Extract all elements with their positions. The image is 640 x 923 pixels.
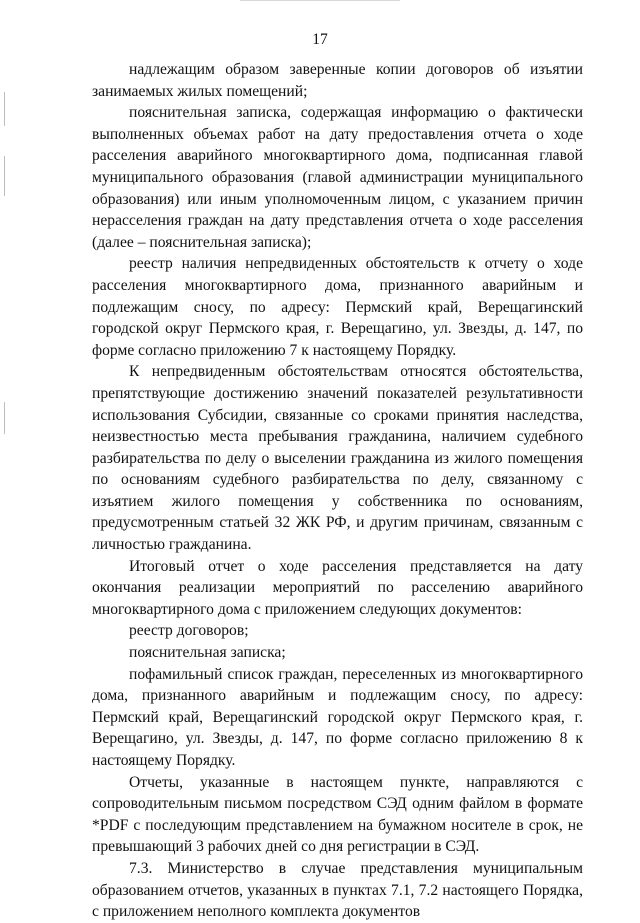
paragraph-final-report: Итоговый отчет о ходе расселения представляется на дату окончания реализации мероприятий по расселению аварийного многоквартирного дома с приложением следующих документов: xyxy=(92,557,583,618)
page-number: 17 xyxy=(312,31,328,48)
document-body xyxy=(92,59,583,923)
paragraph-report-submission: Отчеты, указанные в настоящем пункте, направляются с сопроводительным письмом посредством СЭД одним файлом в формате *PDF с последующим представлением на бумажном носителе в срок, не превышающий 3 рабочих дней со дня регистрации в СЭД. xyxy=(92,773,583,856)
paragraph-unforeseen-register: реестр наличия непредвиденных обстоятельств к отчету о ходе расселения многоквартирного дома, признанного аварийным и подлежащим сносу, по адресу: Пермский край, Верещагинский городской округ Пермского края, г. Верещагино, ул. Звезды, д. 147, по форме согласно приложению 7 к настоящему Порядку. xyxy=(92,255,583,359)
scan-edge-mark xyxy=(4,156,5,196)
paragraph-clause-7-3: 7.3. Министерство в случае представления муниципальным образованием отчетов, указанных в пунктах 7.1, 7.2 настоящего Порядка, с приложением неполного комплекта документов xyxy=(92,859,583,921)
paragraph-unforeseen-circumstances: К непредвиденным обстоятельствам относятся обстоятельства, препятствующие достижению значений показателей результативности использования Субсидии, связанные со сроками принятия наследства, неизвестностью места пребывания гражданина, наличием судебного разбирательства по делу о выселении гражданина из жилого помещения по основаниям судебного разбирательства по делу, связанному с изъятием жилого помещения у собственника по основаниям, предусмотренным статьей 32 ЖК РФ, и другим причинам, связанным с личностью гражданина. xyxy=(92,363,583,554)
scan-edge-mark xyxy=(4,92,5,126)
scan-edge-mark xyxy=(4,402,5,434)
page-top-rule xyxy=(240,0,400,1)
paragraph-explanatory-note-short: пояснительная записка; xyxy=(129,644,286,662)
paragraph-certified-copies: надлежащим образом заверенные копии договоров об изъятии занимаемых жилых помещений; xyxy=(92,61,583,100)
paragraph-explanatory-note: пояснительная записка, содержащая информацию о фактически выполненных объемах работ на дату предоставления отчета о ходе расселения аварийного многоквартирного дома, подписанная главой муниципального образования (главой администрации муниципального образования) или иным уполномоченным лицом, с указанием причин нерасселения граждан на дату представления отчета о ходе расселения (далее – пояснительная записка); xyxy=(92,104,583,251)
paragraph-resident-list: пофамильный список граждан, переселенных из многоквартирного дома, признанного аварийным и подлежащим сносу, по адресу: Пермский край, Верещагинский городской округ Пермского края, г. Верещагино, ул. Звезды, д. 147, по форме согласно приложению 8 к настоящему Порядку. xyxy=(92,665,583,769)
paragraph-contracts-register: реестр договоров; xyxy=(129,622,249,640)
